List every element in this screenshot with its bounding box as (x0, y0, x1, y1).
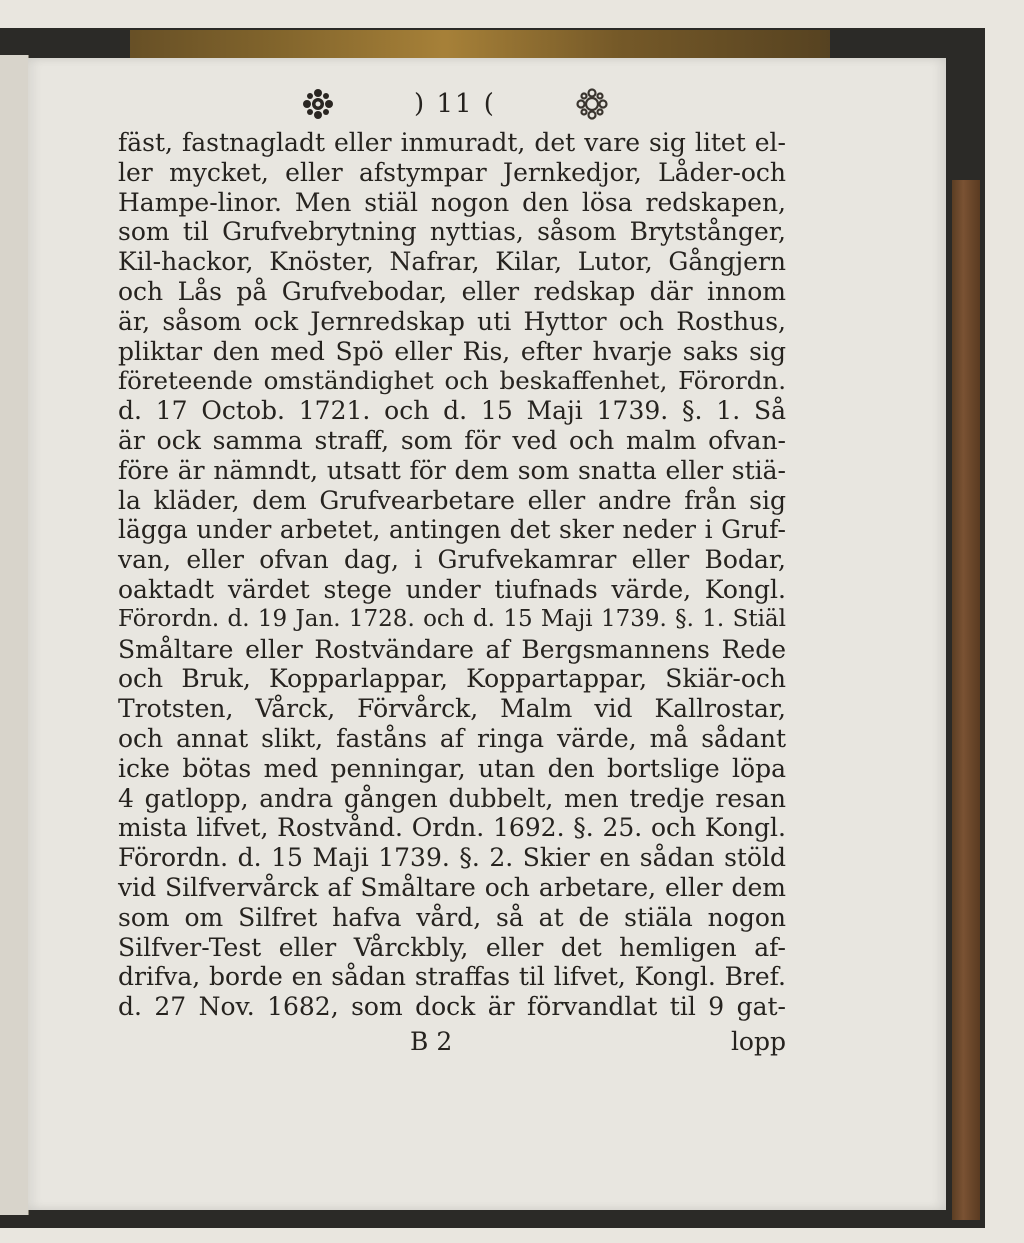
text-line: och Bruk, Kopparlappar, Koppartappar, Skiär-och (118, 664, 786, 694)
facing-page-edge (0, 55, 29, 1215)
text-line: Förordn. d. 15 Maji 1739. §. 2. Skier en sådan stöld (118, 843, 786, 873)
text-line: är ock samma straff, som för ved och malm ofvan- (118, 425, 786, 455)
cover-right-edge (952, 180, 980, 1220)
text-line: vid Silfvervårck af Småltare och arbetare, eller dem (118, 872, 786, 902)
text-line: före är nämndt, utsatt för dem som snatta eller stiä- (118, 455, 786, 485)
text-line: Småltare eller Rostvändare af Bergsmannens Rede (118, 634, 786, 664)
text-line: företeende omständighet och beskaffenhet, Förordn. (118, 366, 786, 396)
text-line: la kläder, dem Grufvearbetare eller andre från sig (118, 485, 786, 515)
catchword: lopp (730, 1027, 786, 1056)
text-line: Trotsten, Vårck, Förvårck, Malm vid Kallrostar, (118, 694, 786, 724)
text-line: Silfver-Test eller Vårckbly, eller det hemligen af- (118, 932, 786, 962)
text-line: Hampe-linor. Men stiäl nogon den lösa redskapen, (118, 187, 786, 217)
text-line: van, eller ofvan dag, i Grufvekamrar eller Bodar, (118, 545, 786, 575)
text-line: d. 17 Octob. 1721. och d. 15 Maji 1739. §. 1. Så (118, 396, 786, 426)
text-line: lägga under arbetet, antingen det sker neder i Gruf- (118, 515, 786, 545)
page-header (300, 84, 610, 124)
fleuron-right-icon (574, 86, 610, 122)
text-line: drifva, borde en sådan straffas til lifvet, Kongl. Bref. (118, 962, 786, 992)
text-line: Kil-hackor, Knöster, Nafrar, Kilar, Lutor, Gångjern (118, 247, 786, 277)
text-line: och annat slikt, faståns af ringa värde, må sådant (118, 723, 786, 753)
text-line: fäst, fastnagladt eller inmuradt, det vare sig litet el- (118, 128, 786, 157)
text-line: och Lås på Grufvebodar, eller redskap där innom (118, 276, 786, 306)
text-line: som til Grufvebrytning nyttias, såsom Brytstånger, (118, 217, 786, 247)
text-line: ler mycket, eller afstympar Jernkedjor, Låder-och (118, 157, 786, 187)
text-line: är, såsom ock Jernredskap uti Hyttor och Rosthus, (118, 306, 786, 336)
text-line: som om Silfret hafva vård, så at de stiäla nogon (118, 902, 786, 932)
text-line: oaktadt värdet stege under tiufnads värde, Kongl. (118, 574, 786, 604)
text-line: pliktar den med Spö eller Ris, efter hvarje saks sig (118, 336, 786, 366)
text-line: mista lifvet, Rostvånd. Ordn. 1692. §. 25. och Kongl. (118, 813, 786, 843)
body-text (118, 128, 786, 1022)
fleuron-left-icon (300, 86, 336, 122)
text-line: Förordn. d. 19 Jan. 1728. och d. 15 Maji 1739. §. 1. Stiäl (118, 605, 786, 632)
page-number: ) 11 ( (414, 89, 496, 119)
text-line: d. 27 Nov. 1682, som dock är förvandlat til 9 gat- (118, 992, 786, 1022)
signature-mark: B 2 (410, 1027, 453, 1056)
text-line: icke bötas med penningar, utan den bortslige löpa (118, 753, 786, 783)
text-line: 4 gatlopp, andra gången dubbelt, men tredje resan (118, 783, 786, 813)
